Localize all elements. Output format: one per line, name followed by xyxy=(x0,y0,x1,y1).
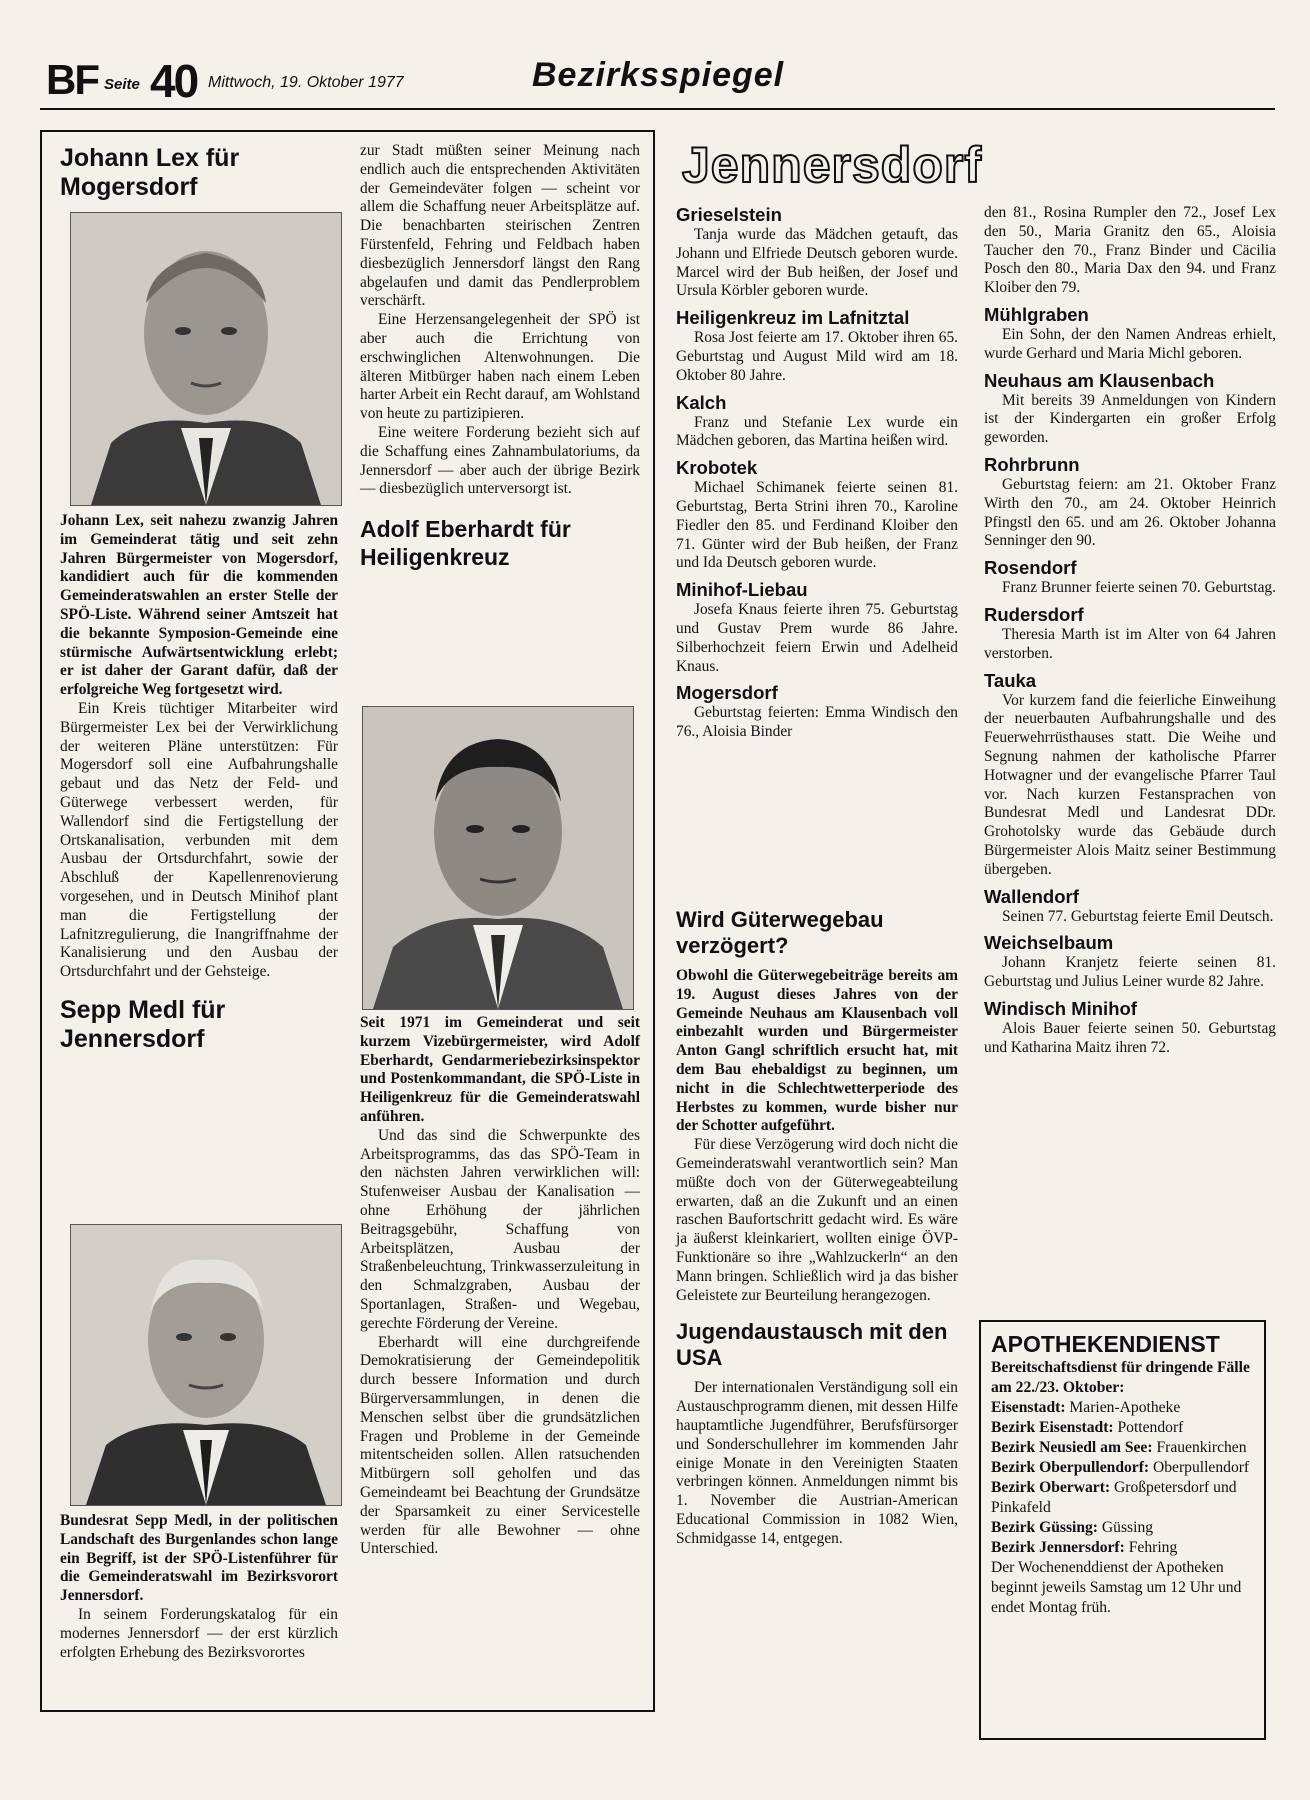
eberhardt-caption: Seit 1971 im Gemeinderat und seit kurzem Vizebürgermeister, wird Adolf Eberhardt, Gendarmeriebezirksinspektor und Postenkommandant, die SPÖ-Liste in Heiligenkreuz für die Gemeinderatswahl anführen. xyxy=(360,1014,640,1125)
locality-heading: Tauka xyxy=(984,669,1037,691)
locality-news: Rosa Jost feierte am 17. Oktober ihren 65. Geburtstag und August Mild wird am 18. Oktober 80 Jahre. xyxy=(676,329,958,384)
locality-news: Franz Brunner feierte seinen 70. Geburtstag. xyxy=(1002,579,1276,597)
locality-news: Michael Schimanek feierte seinen 81. Geburtstag, Berta Strini ihren 70., Karoline Fiedler den 85. und Ferdinand Kloiber den 71. Günter wird der Bub heißen, der Franz und Ida Deutsch geboren wurde. xyxy=(676,479,958,572)
jennersdorf-column-2 xyxy=(984,204,1276,1058)
apotheken-entry xyxy=(991,1518,1257,1538)
gueterwege-article xyxy=(676,907,958,1549)
gueterwege-body: Für diese Verzögerung wird doch nicht die Gemeinderatswahl verantwortlich sein? Man müßte doch von der Güterwegeabteilung erwarten, daß an die Zukunft und an einen raschen Baufortschritt gedacht wird. Es wäre ja äußerst kleinkariert, wollten einige ÖVP-Funktionäre so ihre „Wahlzuckerln“ an den Mann bringen. Schließlich wird ja das bisher Geleistete zur Beurteilung herangezogen. xyxy=(676,1136,958,1304)
gueterwege-headline: Wird Güterwegebau verzögert? xyxy=(676,907,884,958)
portrait-johann-lex-image xyxy=(71,213,341,505)
apotheken-entry xyxy=(991,1398,1257,1418)
medl-body: In seinem Forderungskatalog für ein modernes Jennersdorf — der erst kürzlich erfolgten Erhebung des Bezirksvorortes xyxy=(60,1605,338,1661)
locality-heading: Kalch xyxy=(676,391,727,413)
candidates-box xyxy=(40,130,655,1712)
apotheken-entry xyxy=(991,1478,1257,1518)
eberhardt-text xyxy=(360,1014,640,1559)
apotheken-entry xyxy=(991,1538,1257,1558)
apotheken-list xyxy=(991,1398,1257,1558)
apotheken-district: Bezirk Jennersdorf: xyxy=(991,1539,1125,1556)
masthead-rule xyxy=(40,108,1275,110)
apotheken-district: Bezirk Neusiedl am See: xyxy=(991,1439,1153,1456)
masthead xyxy=(40,50,1275,110)
medl-headline: Sepp Medl für Jennersdorf xyxy=(60,995,226,1053)
page-label: Seite xyxy=(104,76,140,93)
locality-news: Tanja wurde das Mädchen getauft, das Johann und Elfriede Deutsch geboren wurde. Marcel wird der Bub heißen, der Josef und Ursula Körbler geboren wurde. xyxy=(676,226,958,300)
apotheken-pharmacy: Güssing xyxy=(1101,1519,1154,1536)
section-title: Bezirksspiegel xyxy=(532,56,785,94)
eberhardt-p1: Und das sind die Schwerpunkte des Arbeitsprogramms, das das SPÖ-Team in den nächsten Jahren verwirklichen will: Stufenweiser Ausbau der Kanalisation — ohne Erhöhung der jährlichen Beitragsgebühr, Schaffung von Arbeitsplätzen, Ausbau der Straßenbeleuchtung, Trinkwasserzuleitung in den Schmalzgraben, Ausbau der Sportanlagen, Straßen- und Wegebau, gerechte Förderung der Vereine. xyxy=(360,1126,640,1332)
locality-news: Ein Sohn, der den Namen Andreas erhielt, wurde Gerhard und Maria Michl geboren. xyxy=(984,325,1276,362)
apotheken-intro: Bereitschaftsdienst für dringende Fälle am 22./23. Oktober: xyxy=(991,1359,1250,1396)
portrait-adolf-eberhardt-image xyxy=(363,707,633,1009)
jennersdorf-column-1 xyxy=(676,204,958,742)
apotheken-pharmacy: Pottendorf xyxy=(1117,1419,1184,1436)
medl-cont-p1: zur Stadt müßten seiner Meinung nach endlich auch die entsprechenden Aktivitäten der Gemeindeväter folgen — scheint vor allem die Schaffung neuer Arbeitsplätze auf. Die benachbarten steirischen Zentren Fürstenfeld, Fehring und Feldbach haben diesbezüglich Jennersdorf längst den Rang abgelaufen und damit das Pendlerproblem verschärft. xyxy=(360,142,640,310)
brand-logo: BF xyxy=(46,56,98,103)
apotheken-district: Bezirk Oberwart: xyxy=(991,1479,1111,1496)
issue-date: Mittwoch, 19. Oktober 1977 xyxy=(208,74,404,91)
locality-heading: Rudersdorf xyxy=(984,603,1084,625)
apotheken-title: APOTHEKENDIENST xyxy=(991,1331,1220,1357)
medl-text xyxy=(60,1512,338,1662)
locality-news: Vor kurzem fand die feierliche Einweihung der neuerbauten Aufbahrungshalle und des Feuerwehrrüsthauses statt. Die Weihe und Segnung nahmen der katholische Pfarrer Hotwagner und der evangelische Pfarrer Taul vor. Nach kurzen Festansprachen von Bundesrat Medl und Landesrat DDr. Grohotolsky wurde das Gebäude durch Bürgermeister Alois Maitz seiner Bestimmung übergeben. xyxy=(984,691,1276,878)
locality-news: Geburtstag feiern: am 21. Oktober Franz Wirth den 70., am 24. Oktober Heinrich Pfingstl den 65. und am 26. Oktober Johanna Senninger den 90. xyxy=(984,475,1276,550)
apotheken-entry xyxy=(991,1418,1257,1438)
apotheken-pharmacy: Großpetersdorf und Pinkafeld xyxy=(991,1479,1237,1516)
apotheken-pharmacy: Oberpullendorf xyxy=(1153,1459,1250,1476)
locality-news: Josefa Knaus feierte ihren 75. Geburtstag und Gustav Prem wurde 86 Jahre. Silberhochzeit feiern Erwin und Adelheid Knaus. xyxy=(676,601,958,675)
lex-body: Ein Kreis tüchtiger Mitarbeiter wird Bürgermeister Lex bei der Verwirklichung der weiteren Pläne unterstützen: Für Mogersdorf soll eine Aufbahrungshalle gebaut und das Netz der Feld- und Güterwege verbessert werden, für Wallendorf sind die Fertigstellung der Ortskanalisation, verbunden mit dem Ausbau der Ortsdurchfahrt, sowie der Abschluß der Kapellenrenovierung vorgesehen, und in Deutsch Minihof plant man die Fertigstellung der Lafnitzregulierung, die Inangriffnahme der Kanalisierung und den Ausbau der Ortsdurchfahrt und der Gehsteige. xyxy=(60,699,338,981)
usa-headline: Jugendaustausch mit den USA xyxy=(676,1319,948,1371)
eberhardt-photo xyxy=(362,706,634,1010)
lex-headline: Johann Lex für Mogersdorf xyxy=(60,144,240,201)
apotheken-district: Eisenstadt: xyxy=(991,1399,1066,1416)
lex-photo xyxy=(70,212,342,506)
locality-news: Mit bereits 39 Anmeldungen von Kindern ist der Kindergarten ein großer Erfolg geworden. xyxy=(984,391,1276,447)
apotheken-footer: Der Wochenenddienst der Apotheken beginnt jeweils Samstag um 12 Uhr und endet Montag früh. xyxy=(991,1559,1242,1616)
locality-heading: Rosendorf xyxy=(984,557,1077,579)
locality-heading: Heiligenkreuz im Lafnitztal xyxy=(676,307,910,329)
page-number: 40 xyxy=(150,55,198,107)
eberhardt-headline: Adolf Eberhardt für Heiligenkreuz xyxy=(360,516,571,571)
medl-caption: Bundesrat Sepp Medl, in der politischen Landschaft des Burgenlandes schon lange ein Begriff, ist der SPÖ-Listenführer für die Gemeinderatswahl im Bezirksvorort Jennersdorf. xyxy=(60,1512,338,1605)
apotheken-district: Bezirk Oberpullendorf: xyxy=(991,1459,1150,1476)
portrait-sepp-medl-image xyxy=(71,1225,341,1505)
apotheken-district: Bezirk Eisenstadt: xyxy=(991,1419,1114,1436)
lex-caption: Johann Lex, seit nahezu zwanzig Jahren im Gemeinderat tätig und seit zehn Jahren Bürgermeister von Mogersdorf, kandidiert auch für die kommenden Gemeinderatswahlen an erster Stelle der SPÖ-Liste. Während seiner Amtszeit hat die bekannte Symposion-Gemeinde eine stürmische Aufwärtsentwicklung erlebt; er ist daher der Garant dafür, daß der erfolgreiche Weg fortgesetzt wird. xyxy=(60,512,338,699)
medl-cont-p3: Eine weitere Forderung bezieht sich auf die Schaffung eines Zahnambulatoriums, da Jennersdorf — aber auch der übrige Bezirk — diesbezüglich unterversorgt ist. xyxy=(360,423,640,498)
usa-body: Der internationalen Verständigung soll ein Austauschprogramm dienen, mit dessen Hilfe hauptamtliche Jugendführer, Berufsfürsorger und Sonderschullehrer im kommenden Jahr einige Monate in den Vereinigten Staaten verbringen können. Anmeldungen nimmt bis 1. November die Austrian-American Educational Commission in 1082 Wien, Schmidgasse 14, entgegen. xyxy=(676,1379,958,1547)
jennersdorf-title: Jennersdorf xyxy=(682,137,982,193)
lex-text xyxy=(60,512,338,1054)
locality-heading: Neuhaus am Klausenbach xyxy=(984,369,1215,391)
locality-heading: Wallendorf xyxy=(984,885,1079,907)
locality-heading: Windisch Minihof xyxy=(984,997,1137,1019)
apotheken-content xyxy=(991,1330,1257,1618)
apotheken-entry xyxy=(991,1458,1257,1478)
apotheken-pharmacy: Fehring xyxy=(1128,1539,1178,1556)
locality-news: Johann Kranjetz feierte seinen 81. Geburtstag und Julius Leiner wurde 82 Jahre. xyxy=(984,954,1276,991)
column-right xyxy=(360,142,640,571)
locality-news: Seinen 77. Geburtstag feierte Emil Deutsch. xyxy=(1002,907,1274,925)
locality-news: Franz und Stefanie Lex wurde ein Mädchen geboren, das Martina heißen wird. xyxy=(676,413,958,450)
locality-heading: Grieselstein xyxy=(676,204,782,225)
locality-heading: Krobotek xyxy=(676,457,758,479)
locality-heading: Rohrbrunn xyxy=(984,453,1080,475)
locality-heading: Minihof-Liebau xyxy=(676,579,808,601)
locality-heading: Mogersdorf xyxy=(676,682,778,704)
apotheken-entry xyxy=(991,1438,1257,1458)
medl-photo xyxy=(70,1224,342,1506)
locality-heading: Mühlgraben xyxy=(984,303,1089,325)
gueterwege-lead: Obwohl die Güterwegebeiträge bereits am 19. August dieses Jahres von der Gemeinde Neuhaus am Klausenbach voll einbezahlt wurden und Bürgermeister Anton Gangl schriftlich ersucht hat, mit dem Bau ehebaldigst zu beginnen, um nicht in die Schlechtwetterperiode des Herbstes zu kommen, wurde bisher nur der Schotter aufgeführt. xyxy=(676,967,958,1135)
apotheken-box xyxy=(979,1320,1266,1740)
locality-news: den 81., Rosina Rumpler den 72., Josef Lex den 50., Maria Granitz den 65., Aloisia Taucher den 70., Franz Binder und Cäcilia Posch den 80., Maria Dax den 94. und Franz Kloiber den 79. xyxy=(984,204,1276,297)
eberhardt-p2: Eberhardt will eine durchgreifende Demokratisierung der Gemeindepolitik durch bessere Information und durch Bürgerversammlungen, in denen die Menschen selbst über die grundsätzlichen Fragen und Probleme in der Gemeinde mitentscheiden sollen. Allen ratsuchenden Mitbürgern soll geholfen und das Gemeindeamt bei Beachtung der Grundsätze der Sparsamkeit zu einer Servicestelle werden für alle Bewohner — ohne Unterschied. xyxy=(360,1333,640,1558)
apotheken-pharmacy: Frauenkirchen xyxy=(1156,1439,1247,1456)
medl-cont-p2: Eine Herzensangelegenheit der SPÖ ist aber auch die Errichtung von erschwinglichen Altenwohnungen. Die älteren Mitbürger haben nach einem Leben harter Arbeit ein Recht darauf, am Wohlstand von heute zu partizipieren. xyxy=(360,311,640,423)
locality-news: Geburtstag feierten: Emma Windisch den 76., Aloisia Binder xyxy=(676,704,958,741)
locality-heading: Weichselbaum xyxy=(984,932,1114,954)
locality-news: Theresia Marth ist im Alter von 64 Jahren verstorben. xyxy=(984,625,1276,662)
locality-news: Alois Bauer feierte seinen 50. Geburtstag und Katharina Maitz ihren 72. xyxy=(984,1019,1276,1056)
column-left xyxy=(60,144,334,202)
apotheken-district: Bezirk Güssing: xyxy=(991,1519,1099,1536)
apotheken-pharmacy: Marien-Apotheke xyxy=(1069,1399,1181,1416)
